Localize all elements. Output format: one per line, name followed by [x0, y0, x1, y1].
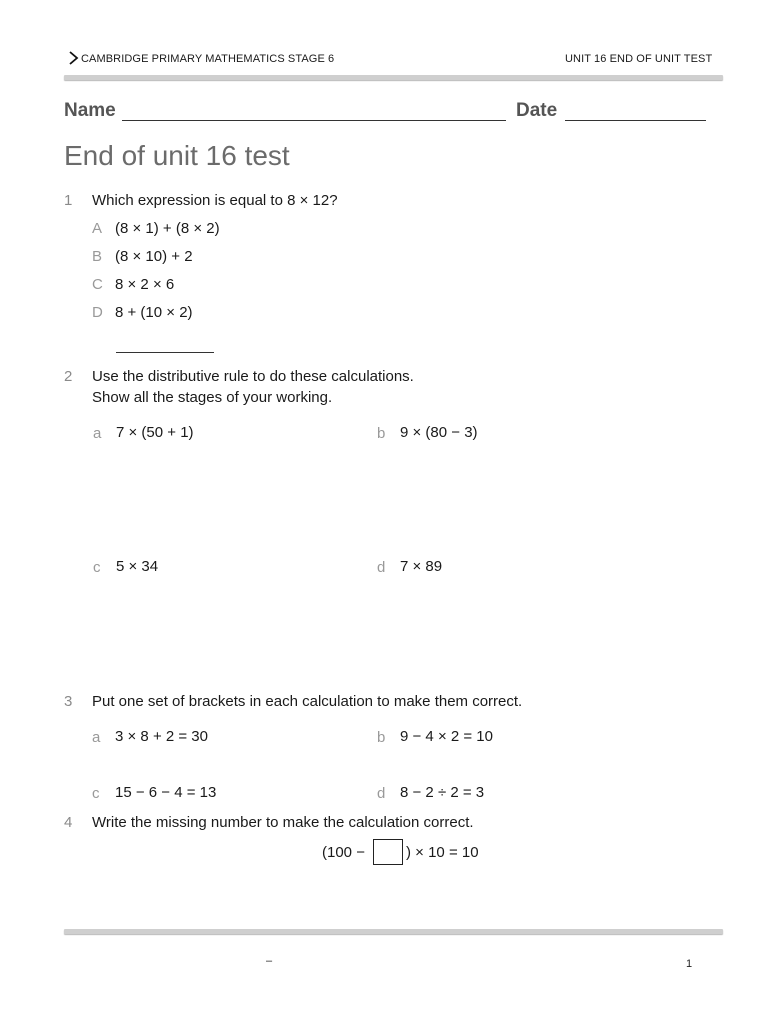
expression-left: (100 −: [322, 844, 365, 861]
part-2a-letter: a: [93, 425, 102, 442]
question-2-number: 2: [64, 368, 73, 385]
footer-divider: [64, 929, 723, 934]
name-field[interactable]: [122, 120, 506, 121]
question-2-line-1: Use the distributive rule to do these calculations.: [92, 368, 414, 385]
name-label: Name: [64, 100, 116, 121]
part-2c-letter: c: [93, 559, 101, 576]
page-number: 1: [686, 958, 693, 970]
header-divider: [64, 75, 723, 80]
part-3b-text: 9 − 4 × 2 = 10: [400, 728, 493, 745]
page-title: End of unit 16 test: [64, 140, 290, 171]
option-c-letter: C: [92, 276, 103, 293]
question-2-line-2: Show all the stages of your working.: [92, 389, 333, 406]
date-field[interactable]: [565, 120, 706, 121]
question-1-number: 1: [64, 192, 73, 209]
missing-number-box[interactable]: [373, 839, 403, 865]
chevron-right-icon: [66, 50, 80, 66]
header-right-title: UNIT 16 END OF UNIT TEST: [565, 53, 713, 65]
part-3d-letter: d: [377, 785, 386, 802]
part-3a-letter: a: [92, 729, 101, 746]
option-b-letter: B: [92, 248, 103, 265]
expression-right: ) × 10 = 10: [406, 844, 479, 861]
part-2a-text: 7 × (50 + 1): [116, 424, 194, 441]
footer-dash: –: [266, 955, 273, 967]
part-3c-text: 15 − 6 − 4 = 13: [115, 784, 217, 801]
option-d-letter: D: [92, 304, 103, 321]
option-c-text: 8 × 2 × 6: [115, 276, 175, 293]
option-b-text: (8 × 10) + 2: [115, 248, 193, 265]
question-4-number: 4: [64, 814, 73, 831]
part-2d-text: 7 × 89: [400, 558, 443, 575]
part-2b-letter: b: [377, 425, 386, 442]
option-a-letter: A: [92, 220, 103, 237]
question-1-answer-line[interactable]: [116, 352, 214, 353]
part-2b-text: 9 × (80 − 3): [400, 424, 478, 441]
part-3b-letter: b: [377, 729, 386, 746]
question-3-number: 3: [64, 693, 73, 710]
option-d-text: 8 + (10 × 2): [115, 304, 193, 321]
part-2d-letter: d: [377, 559, 386, 576]
part-2c-text: 5 × 34: [116, 558, 159, 575]
part-3a-text: 3 × 8 + 2 = 30: [115, 728, 208, 745]
question-1-text: Which expression is equal to 8 × 12?: [92, 192, 338, 209]
header-left-title: CAMBRIDGE PRIMARY MATHEMATICS STAGE 6: [81, 53, 335, 65]
part-3c-letter: c: [92, 785, 100, 802]
part-3d-text: 8 − 2 ÷ 2 = 3: [400, 784, 485, 801]
option-a-text: (8 × 1) + (8 × 2): [115, 220, 220, 237]
date-label: Date: [516, 100, 558, 121]
question-3-text: Put one set of brackets in each calculation to make them correct.: [92, 693, 523, 710]
question-4-text: Write the missing number to make the calculation correct.: [92, 814, 474, 831]
